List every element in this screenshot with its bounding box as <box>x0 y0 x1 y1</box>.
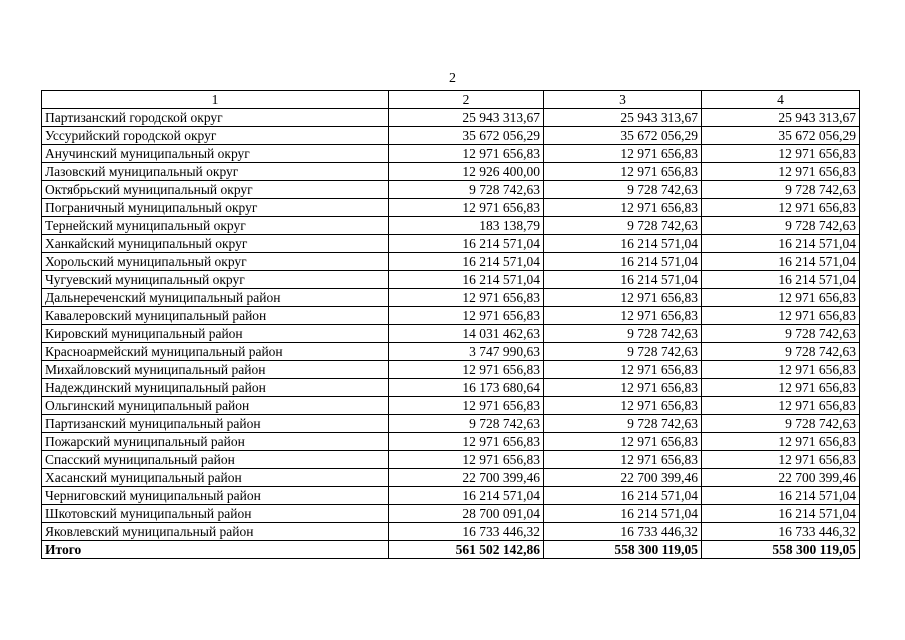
amount-col-3: 16 214 571,04 <box>544 271 702 289</box>
municipality-name: Пограничный муниципальный округ <box>42 199 389 217</box>
amount-col-2: 16 214 571,04 <box>389 271 544 289</box>
municipality-name: Яковлевский муниципальный район <box>42 523 389 541</box>
amount-col-4: 16 214 571,04 <box>702 235 860 253</box>
table-row <box>42 217 860 235</box>
municipality-name: Черниговский муниципальный район <box>42 487 389 505</box>
amount-col-4: 16 214 571,04 <box>702 271 860 289</box>
amount-col-4: 22 700 399,46 <box>702 469 860 487</box>
municipality-name: Надеждинский муниципальный район <box>42 379 389 397</box>
amount-col-2: 12 971 656,83 <box>389 289 544 307</box>
amount-col-4: 9 728 742,63 <box>702 415 860 433</box>
amount-col-4: 12 971 656,83 <box>702 199 860 217</box>
amount-col-2: 35 672 056,29 <box>389 127 544 145</box>
amount-col-3: 9 728 742,63 <box>544 217 702 235</box>
table-row <box>42 523 860 541</box>
amount-col-3: 16 733 446,32 <box>544 523 702 541</box>
amount-col-3: 35 672 056,29 <box>544 127 702 145</box>
municipality-name: Дальнереченский муниципальный район <box>42 289 389 307</box>
amount-col-2: 16 173 680,64 <box>389 379 544 397</box>
amount-col-3: 12 971 656,83 <box>544 145 702 163</box>
table-row <box>42 415 860 433</box>
amount-col-3: 12 971 656,83 <box>544 163 702 181</box>
column-header: 4 <box>702 91 860 109</box>
table-row <box>42 451 860 469</box>
amount-col-2: 12 926 400,00 <box>389 163 544 181</box>
amount-col-4: 16 733 446,32 <box>702 523 860 541</box>
amount-col-4: 12 971 656,83 <box>702 145 860 163</box>
amount-col-3: 12 971 656,83 <box>544 451 702 469</box>
municipality-name: Анучинский муниципальный округ <box>42 145 389 163</box>
column-header: 2 <box>389 91 544 109</box>
table-row <box>42 289 860 307</box>
table-row <box>42 163 860 181</box>
municipality-name: Партизанский городской округ <box>42 109 389 127</box>
table-row <box>42 343 860 361</box>
amount-col-4: 9 728 742,63 <box>702 181 860 199</box>
municipality-name: Кавалеровский муниципальный район <box>42 307 389 325</box>
table-row <box>42 433 860 451</box>
page-number: 2 <box>449 71 456 86</box>
table-row <box>42 397 860 415</box>
amount-col-4: 9 728 742,63 <box>702 343 860 361</box>
amount-col-3: 9 728 742,63 <box>544 415 702 433</box>
amount-col-2: 28 700 091,04 <box>389 505 544 523</box>
amount-col-2: 3 747 990,63 <box>389 343 544 361</box>
table-row <box>42 253 860 271</box>
municipality-name: Кировский муниципальный район <box>42 325 389 343</box>
amount-col-2: 12 971 656,83 <box>389 199 544 217</box>
table-row <box>42 181 860 199</box>
municipality-name: Лазовский муниципальный округ <box>42 163 389 181</box>
amount-col-2: 9 728 742,63 <box>389 415 544 433</box>
amount-col-2: 12 971 656,83 <box>389 397 544 415</box>
amount-col-4: 12 971 656,83 <box>702 397 860 415</box>
municipality-name: Хасанский муниципальный район <box>42 469 389 487</box>
amount-col-4: 12 971 656,83 <box>702 379 860 397</box>
amount-col-3: 16 214 571,04 <box>544 253 702 271</box>
amount-col-4: 35 672 056,29 <box>702 127 860 145</box>
total-col-2: 561 502 142,86 <box>389 541 544 559</box>
amount-col-4: 16 214 571,04 <box>702 253 860 271</box>
amount-col-2: 16 733 446,32 <box>389 523 544 541</box>
municipality-name: Октябрьский муниципальный округ <box>42 181 389 199</box>
municipality-name: Ханкайский муниципальный округ <box>42 235 389 253</box>
table-row <box>42 469 860 487</box>
amount-col-4: 12 971 656,83 <box>702 451 860 469</box>
amount-col-4: 12 971 656,83 <box>702 163 860 181</box>
amount-col-3: 12 971 656,83 <box>544 199 702 217</box>
amount-col-3: 12 971 656,83 <box>544 307 702 325</box>
municipality-name: Пожарский муниципальный район <box>42 433 389 451</box>
amount-col-2: 12 971 656,83 <box>389 433 544 451</box>
municipality-name: Красноармейский муниципальный район <box>42 343 389 361</box>
amount-col-2: 183 138,79 <box>389 217 544 235</box>
amount-col-2: 25 943 313,67 <box>389 109 544 127</box>
amount-col-4: 12 971 656,83 <box>702 307 860 325</box>
amount-col-4: 9 728 742,63 <box>702 217 860 235</box>
table-row <box>42 235 860 253</box>
municipality-name: Партизанский муниципальный район <box>42 415 389 433</box>
table-row <box>42 325 860 343</box>
amount-col-3: 16 214 571,04 <box>544 235 702 253</box>
amount-col-3: 22 700 399,46 <box>544 469 702 487</box>
amount-col-3: 16 214 571,04 <box>544 487 702 505</box>
total-col-3: 558 300 119,05 <box>544 541 702 559</box>
amount-col-2: 16 214 571,04 <box>389 235 544 253</box>
amount-col-2: 9 728 742,63 <box>389 181 544 199</box>
amount-col-3: 12 971 656,83 <box>544 289 702 307</box>
amount-col-2: 16 214 571,04 <box>389 253 544 271</box>
amount-col-2: 12 971 656,83 <box>389 145 544 163</box>
column-header: 1 <box>42 91 389 109</box>
amount-col-3: 12 971 656,83 <box>544 379 702 397</box>
municipality-name: Тернейский муниципальный округ <box>42 217 389 235</box>
amount-col-3: 9 728 742,63 <box>544 343 702 361</box>
table-row <box>42 127 860 145</box>
table-row <box>42 271 860 289</box>
amount-col-4: 16 214 571,04 <box>702 505 860 523</box>
amount-col-2: 12 971 656,83 <box>389 307 544 325</box>
table-row <box>42 145 860 163</box>
table-row <box>42 505 860 523</box>
table-header-row <box>42 91 860 109</box>
table-row <box>42 361 860 379</box>
amount-col-3: 16 214 571,04 <box>544 505 702 523</box>
table-row <box>42 487 860 505</box>
table-row <box>42 199 860 217</box>
amount-col-4: 12 971 656,83 <box>702 289 860 307</box>
amount-col-4: 9 728 742,63 <box>702 325 860 343</box>
table-row <box>42 307 860 325</box>
column-header: 3 <box>544 91 702 109</box>
table-row <box>42 379 860 397</box>
municipality-name: Спасский муниципальный район <box>42 451 389 469</box>
budget-table <box>41 90 860 559</box>
municipality-name: Уссурийский городской округ <box>42 127 389 145</box>
amount-col-2: 12 971 656,83 <box>389 451 544 469</box>
municipality-name: Хорольский муниципальный округ <box>42 253 389 271</box>
total-label: Итого <box>42 541 389 559</box>
total-col-4: 558 300 119,05 <box>702 541 860 559</box>
amount-col-3: 12 971 656,83 <box>544 397 702 415</box>
table-row <box>42 109 860 127</box>
amount-col-3: 9 728 742,63 <box>544 181 702 199</box>
amount-col-4: 12 971 656,83 <box>702 433 860 451</box>
municipality-name: Михайловский муниципальный район <box>42 361 389 379</box>
amount-col-2: 14 031 462,63 <box>389 325 544 343</box>
amount-col-3: 12 971 656,83 <box>544 361 702 379</box>
amount-col-3: 9 728 742,63 <box>544 325 702 343</box>
amount-col-4: 16 214 571,04 <box>702 487 860 505</box>
municipality-name: Шкотовский муниципальный район <box>42 505 389 523</box>
amount-col-2: 16 214 571,04 <box>389 487 544 505</box>
amount-col-4: 25 943 313,67 <box>702 109 860 127</box>
municipality-name: Ольгинский муниципальный район <box>42 397 389 415</box>
amount-col-2: 12 971 656,83 <box>389 361 544 379</box>
amount-col-4: 12 971 656,83 <box>702 361 860 379</box>
amount-col-3: 12 971 656,83 <box>544 433 702 451</box>
total-row <box>42 541 860 559</box>
amount-col-3: 25 943 313,67 <box>544 109 702 127</box>
amount-col-2: 22 700 399,46 <box>389 469 544 487</box>
municipality-name: Чугуевский муниципальный округ <box>42 271 389 289</box>
